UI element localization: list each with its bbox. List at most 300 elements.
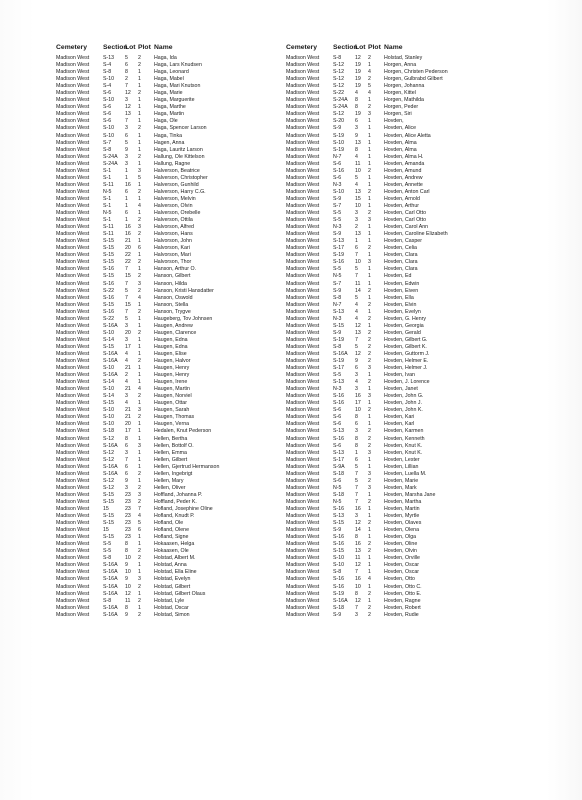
cell-plot: 2 xyxy=(368,287,371,294)
cell-name: Halverson, Melvin xyxy=(154,195,196,202)
table-row xyxy=(56,576,318,583)
table-row xyxy=(286,499,548,506)
cell-cemetery: Madison West xyxy=(56,372,90,379)
cell-section: S-12 xyxy=(103,449,115,456)
cell-plot: 1 xyxy=(368,153,371,160)
cell-lot: 4 xyxy=(355,90,358,97)
cell-cemetery: Madison West xyxy=(286,217,320,224)
cell-section: S-19 xyxy=(333,358,345,365)
cell-section: S-18 xyxy=(333,470,345,477)
table-row xyxy=(286,245,548,252)
table-row xyxy=(56,133,318,140)
cell-name: Hovden, Oline xyxy=(384,541,418,548)
cell-section: S-24A xyxy=(103,160,118,167)
table-row xyxy=(56,499,318,506)
cell-section: S-15 xyxy=(103,343,115,350)
cell-section: S-11 xyxy=(103,231,114,238)
cell-section: S-20 xyxy=(333,118,345,125)
cell-section: S-19 xyxy=(333,336,345,343)
cell-lot: 3 xyxy=(355,125,358,132)
header-plot: Plot xyxy=(368,44,381,51)
cell-section: S-16 xyxy=(333,393,345,400)
cell-plot: 7 xyxy=(138,506,141,512)
table-row xyxy=(286,273,548,280)
table-row xyxy=(286,217,548,224)
cell-plot: 2 xyxy=(368,407,371,414)
cell-section: S-16 xyxy=(333,259,345,266)
table-row xyxy=(56,69,318,76)
cell-cemetery: Madison West xyxy=(56,449,90,456)
cell-cemetery: Madison West xyxy=(286,146,320,153)
cell-section: S-8 xyxy=(333,569,342,576)
cell-section: N-5 xyxy=(103,188,112,195)
table-row xyxy=(56,238,318,245)
cell-name: Horgen, Gulbrabd Gilbert xyxy=(384,76,443,83)
cell-plot: 2 xyxy=(368,548,371,555)
cell-lot: 20 xyxy=(125,421,131,428)
cell-name: Hovden, Martin xyxy=(384,506,420,512)
cell-name: Hanson, Arthur O. xyxy=(154,266,197,273)
cell-name: Haugen, Elise xyxy=(154,350,187,357)
cell-section: S-8 xyxy=(103,597,112,604)
cell-cemetery: Madison West xyxy=(286,400,320,407)
cell-lot: 8 xyxy=(355,534,358,541)
cell-section: S-8 xyxy=(103,69,112,76)
table-row xyxy=(286,478,548,485)
cell-plot: 1 xyxy=(368,252,371,259)
cell-lot: 3 xyxy=(125,160,128,167)
right-column-table xyxy=(286,44,548,619)
cell-name: Hovden, Otto xyxy=(384,576,415,583)
cell-lot: 6 xyxy=(125,470,128,477)
cell-section: S-9 xyxy=(333,287,342,294)
cell-lot: 8 xyxy=(355,435,358,442)
cell-cemetery: Madison West xyxy=(286,104,320,111)
cell-name: Halvorson, John xyxy=(154,238,192,245)
cell-plot: 2 xyxy=(138,125,141,132)
cell-section: S-10 xyxy=(333,188,345,195)
cell-lot: 6 xyxy=(355,118,358,125)
cell-name: Hovden, Olena xyxy=(384,527,420,534)
cell-plot: 1 xyxy=(138,463,141,470)
cell-lot: 4 xyxy=(355,315,358,322)
cell-plot: 6 xyxy=(138,245,141,252)
cell-plot: 3 xyxy=(138,576,141,583)
cell-cemetery: Madison West xyxy=(286,534,320,541)
cell-plot: 2 xyxy=(138,414,141,421)
cell-cemetery: Madison West xyxy=(56,456,90,463)
cell-section: S-9A xyxy=(333,463,345,470)
table-row xyxy=(56,196,318,203)
cell-name: Hovden, Knut K. xyxy=(384,449,423,456)
table-row xyxy=(286,140,548,147)
cell-name: Horgen, Kittel xyxy=(384,90,416,97)
header-name: Name xyxy=(154,44,173,51)
table-row xyxy=(286,414,548,421)
cell-lot: 3 xyxy=(125,393,128,400)
cell-name: Hovden, Clara xyxy=(384,259,418,266)
cell-plot: 3 xyxy=(368,217,371,224)
cell-name: Haga, Leonard xyxy=(154,69,189,76)
cell-section: S-16 xyxy=(103,308,115,315)
table-row xyxy=(286,548,548,555)
cell-lot: 1 xyxy=(125,195,128,202)
cell-name: Hovden, xyxy=(384,118,404,125)
cell-cemetery: Madison West xyxy=(56,604,90,611)
cell-section: S-16 xyxy=(333,167,345,174)
cell-plot: 2 xyxy=(368,604,371,611)
cell-lot: 17 xyxy=(125,428,131,435)
cell-plot: 3 xyxy=(368,484,371,491)
cell-cemetery: Madison West xyxy=(56,217,90,224)
table-row xyxy=(286,457,548,464)
cell-name: Haga, Marguerite xyxy=(154,97,195,104)
cell-section: S-13 xyxy=(103,55,115,61)
cell-plot: 2 xyxy=(368,379,371,386)
cell-lot: 7 xyxy=(125,266,128,273)
cell-cemetery: Madison West xyxy=(286,435,320,442)
cell-cemetery: Madison West xyxy=(56,160,90,167)
cell-section: S-17 xyxy=(333,245,345,252)
cell-plot: 2 xyxy=(138,273,141,280)
cell-plot: 1 xyxy=(368,294,371,301)
cell-cemetery: Madison West xyxy=(286,111,320,118)
table-row xyxy=(56,252,318,259)
table-row xyxy=(286,379,548,386)
cell-section: S-12 xyxy=(333,83,345,90)
cell-lot: 19 xyxy=(355,111,361,118)
cell-name: Haga, Mabel xyxy=(154,76,184,83)
cell-lot: 12 xyxy=(355,350,361,357)
cell-cemetery: Madison West xyxy=(56,491,90,498)
cell-lot: 21 xyxy=(125,365,131,372)
cell-name: Haugen, Andrew xyxy=(154,322,193,329)
cell-plot: 1 xyxy=(138,69,141,76)
cell-section: S-9 xyxy=(333,527,342,534)
cell-name: Hovden, Evelyn xyxy=(384,308,421,315)
table-row xyxy=(286,76,548,83)
cell-plot: 1 xyxy=(138,534,141,541)
cell-name: Hovden, Lillian xyxy=(384,463,419,470)
cell-plot: 1 xyxy=(368,62,371,69)
cell-cemetery: Madison West xyxy=(286,506,320,512)
cell-name: Hellen, Oliver xyxy=(154,484,186,491)
cell-plot: 2 xyxy=(368,104,371,111)
cell-cemetery: Madison West xyxy=(286,181,320,188)
cell-lot: 19 xyxy=(355,69,361,76)
cell-name: Holstad, Ella Eline xyxy=(154,569,197,576)
table-row xyxy=(56,351,318,358)
cell-lot: 17 xyxy=(125,343,131,350)
cell-plot: 1 xyxy=(368,118,371,125)
cell-name: Hovden, Amund xyxy=(384,167,422,174)
cell-cemetery: Madison West xyxy=(56,358,90,365)
cell-section: S-16 xyxy=(103,294,115,301)
cell-section: S-19 xyxy=(333,252,345,259)
cell-section: S-8 xyxy=(333,55,342,61)
cell-plot: 1 xyxy=(138,266,141,273)
cell-plot: 1 xyxy=(138,336,141,343)
table-row xyxy=(56,118,318,125)
cell-plot: 1 xyxy=(138,252,141,259)
table-row xyxy=(56,584,318,591)
cell-cemetery: Madison West xyxy=(56,153,90,160)
cell-cemetery: Madison West xyxy=(56,442,90,449)
cell-section: S-22 xyxy=(333,90,345,97)
table-row xyxy=(286,605,548,612)
cell-name: Hovden, Arthur xyxy=(384,202,420,209)
cell-cemetery: Madison West xyxy=(286,280,320,287)
cell-section: S-9 xyxy=(333,329,342,336)
table-row xyxy=(56,379,318,386)
cell-name: Halvorson, Thor xyxy=(154,259,192,266)
cell-plot: 2 xyxy=(138,498,141,505)
table-row xyxy=(286,428,548,435)
cell-cemetery: Madison West xyxy=(286,449,320,456)
cell-name: Horgen, Anna xyxy=(384,62,417,69)
cell-section: S-1 xyxy=(103,174,112,181)
cell-cemetery: Madison West xyxy=(56,76,90,83)
cell-plot: 1 xyxy=(368,400,371,407)
cell-cemetery: Madison West xyxy=(286,76,320,83)
cell-cemetery: Madison West xyxy=(286,174,320,181)
cell-name: Haugen, Sarah xyxy=(154,407,190,414)
cell-name: Hovden, Amanda xyxy=(384,160,425,167)
cell-cemetery: Madison West xyxy=(56,513,90,520)
cell-lot: 5 xyxy=(125,139,128,146)
cell-lot: 23 xyxy=(125,491,131,498)
table-row xyxy=(286,97,548,104)
cell-name: Hofland, Signe xyxy=(154,534,189,541)
cell-name: Hellen, Bottolf O. xyxy=(154,442,194,449)
cell-section: S-1 xyxy=(103,217,112,224)
cell-name: Haugen, Irene xyxy=(154,379,188,386)
cell-name: Hovden, Annette xyxy=(384,181,423,188)
cell-section: 15 xyxy=(103,506,109,512)
cell-section: S-10 xyxy=(103,414,115,421)
cell-lot: 6 xyxy=(125,463,128,470)
cell-plot: 2 xyxy=(138,484,141,491)
table-row xyxy=(56,182,318,189)
table-row xyxy=(286,598,548,605)
table-row xyxy=(56,323,318,330)
cell-section: S-7 xyxy=(333,202,342,209)
cell-name: Hovden, Alma xyxy=(384,139,417,146)
cell-name: Hellen, Gjertrud Hermanson xyxy=(154,463,220,470)
cell-plot: 3 xyxy=(368,111,371,118)
table-row xyxy=(56,104,318,111)
cell-lot: 7 xyxy=(125,118,128,125)
cell-section: S-12 xyxy=(333,69,345,76)
cell-plot: 4 xyxy=(138,202,141,209)
cell-plot: 1 xyxy=(368,569,371,576)
cell-cemetery: Madison West xyxy=(286,287,320,294)
table-row xyxy=(286,182,548,189)
cell-section: S-10 xyxy=(103,132,115,139)
cell-lot: 5 xyxy=(355,477,358,484)
cell-name: Hovden, Oscar xyxy=(384,562,420,569)
cell-cemetery: Madison West xyxy=(56,470,90,477)
cell-name: Hovden, Myrtle xyxy=(384,513,420,520)
cell-lot: 5 xyxy=(355,294,358,301)
cell-section: S-5 xyxy=(333,372,342,379)
cell-name: Hovden, Alma H. xyxy=(384,153,424,160)
cell-section: S-15 xyxy=(103,534,115,541)
cell-section: S-18 xyxy=(103,428,115,435)
cell-cemetery: Madison West xyxy=(286,407,320,414)
cell-lot: 12 xyxy=(125,104,131,111)
cell-lot: 10 xyxy=(355,167,361,174)
cell-name: Hovden, Olga xyxy=(384,534,417,541)
cell-name: Horgen, Siri xyxy=(384,111,412,118)
cell-lot: 10 xyxy=(355,202,361,209)
cell-section: S-4 xyxy=(103,62,112,69)
cell-cemetery: Madison West xyxy=(286,477,320,484)
cell-lot: 4 xyxy=(125,400,128,407)
table-row xyxy=(286,175,548,182)
cell-plot: 2 xyxy=(368,477,371,484)
cell-name: Haga, Lars Knudsen xyxy=(154,62,202,69)
cell-plot: 2 xyxy=(368,329,371,336)
table-row xyxy=(56,393,318,400)
cell-lot: 8 xyxy=(125,548,128,555)
cell-section: S-16A xyxy=(103,350,118,357)
cell-plot: 2 xyxy=(368,428,371,435)
cell-name: Haugen, Ottar xyxy=(154,400,187,407)
cell-cemetery: Madison West xyxy=(56,188,90,195)
cell-lot: 10 xyxy=(125,569,131,576)
cell-lot: 7 xyxy=(125,83,128,90)
cell-lot: 7 xyxy=(355,252,358,259)
cell-plot: 1 xyxy=(138,83,141,90)
table-row xyxy=(286,450,548,457)
cell-plot: 1 xyxy=(368,195,371,202)
cell-lot: 12 xyxy=(125,590,131,597)
cell-section: S-15 xyxy=(103,513,115,520)
cell-cemetery: Madison West xyxy=(56,245,90,252)
cell-plot: 1 xyxy=(138,97,141,104)
cell-cemetery: Madison West xyxy=(56,301,90,308)
cell-plot: 2 xyxy=(138,287,141,294)
cell-name: Hovden, Carl Otto xyxy=(384,210,427,217)
cell-cemetery: Madison West xyxy=(286,555,320,562)
cell-name: Halverson, Beatrice xyxy=(154,167,200,174)
cell-plot: 2 xyxy=(138,329,141,336)
cell-name: Holstad, Albert M. xyxy=(154,555,196,562)
cell-plot: 2 xyxy=(368,541,371,548)
table-row xyxy=(56,598,318,605)
cell-plot: 2 xyxy=(138,583,141,590)
cell-plot: 2 xyxy=(138,548,141,555)
cell-cemetery: Madison West xyxy=(56,576,90,583)
cell-cemetery: Madison West xyxy=(286,83,320,90)
cell-plot: 3 xyxy=(368,393,371,400)
cell-name: Hovden, Karmen xyxy=(384,428,424,435)
cell-lot: 1 xyxy=(125,174,128,181)
cell-plot: 2 xyxy=(368,55,371,61)
cell-name: Hovden, Martha xyxy=(384,498,422,505)
cell-cemetery: Madison West xyxy=(56,484,90,491)
cell-name: Hovden, Guttorm J. xyxy=(384,350,430,357)
cell-cemetery: Madison West xyxy=(56,202,90,209)
table-row xyxy=(286,351,548,358)
table-row xyxy=(56,295,318,302)
cell-section: S-15 xyxy=(103,498,115,505)
cell-lot: 13 xyxy=(355,548,361,555)
cell-cemetery: Madison West xyxy=(56,527,90,534)
cell-lot: 4 xyxy=(125,379,128,386)
cell-lot: 4 xyxy=(355,301,358,308)
cell-section: S-15 xyxy=(103,273,115,280)
cell-plot: 2 xyxy=(138,611,141,618)
cell-name: Hovden, Ed xyxy=(384,273,412,280)
cell-cemetery: Madison West xyxy=(286,202,320,209)
cell-section: S-19 xyxy=(333,146,345,153)
cell-cemetery: Madison West xyxy=(56,365,90,372)
cell-plot: 5 xyxy=(138,520,141,527)
table-row xyxy=(286,407,548,414)
cell-section: S-12 xyxy=(333,111,345,118)
cell-lot: 3 xyxy=(125,125,128,132)
cell-name: Halverson, Harry C.G. xyxy=(154,188,206,195)
cell-name: Hovden, Olaves xyxy=(384,520,422,527)
cell-name: Hovden, Carol Ann xyxy=(384,224,429,231)
cell-name: Haugen, Henry xyxy=(154,365,190,372)
table-row xyxy=(56,125,318,132)
cell-cemetery: Madison West xyxy=(56,597,90,604)
cell-section: S-24A xyxy=(333,104,348,111)
cell-name: Horgen, Johanna xyxy=(384,83,425,90)
cell-cemetery: Madison West xyxy=(56,69,90,76)
cell-cemetery: Madison West xyxy=(56,506,90,512)
cell-lot: 13 xyxy=(125,111,131,118)
cell-section: S-16A xyxy=(333,597,348,604)
cell-cemetery: Madison West xyxy=(286,372,320,379)
cell-section: S-24A xyxy=(333,97,348,104)
cell-cemetery: Madison West xyxy=(286,386,320,393)
cell-cemetery: Madison West xyxy=(56,259,90,266)
cell-plot: 2 xyxy=(368,442,371,449)
table-row xyxy=(56,55,318,62)
cell-name: Haga, Mari Knutson xyxy=(154,83,201,90)
cell-section: N-5 xyxy=(103,210,112,217)
cell-section: S-18 xyxy=(333,604,345,611)
cell-lot: 21 xyxy=(125,386,131,393)
cell-section: S-15 xyxy=(103,252,115,259)
cell-section: S-13 xyxy=(333,513,345,520)
cell-lot: 6 xyxy=(125,188,128,195)
table-row xyxy=(56,203,318,210)
table-row xyxy=(286,69,548,76)
cell-plot: 1 xyxy=(368,513,371,520)
cell-lot: 3 xyxy=(125,97,128,104)
table-row xyxy=(56,111,318,118)
cell-section: S-9 xyxy=(333,195,342,202)
cell-name: Hofland, Ole xyxy=(154,520,184,527)
cell-cemetery: Madison West xyxy=(286,238,320,245)
cell-lot: 10 xyxy=(355,259,361,266)
table-row xyxy=(286,323,548,330)
cell-lot: 23 xyxy=(125,520,131,527)
cell-lot: 8 xyxy=(355,146,358,153)
cell-name: Haga, Tinka xyxy=(154,132,183,139)
table-row xyxy=(286,386,548,393)
cell-section: N-7 xyxy=(333,301,342,308)
cell-lot: 5 xyxy=(355,266,358,273)
cell-name: Haga, Ole xyxy=(154,118,178,125)
cell-plot: 2 xyxy=(368,167,371,174)
cell-name: Hovden, Helmer J. xyxy=(384,365,428,372)
